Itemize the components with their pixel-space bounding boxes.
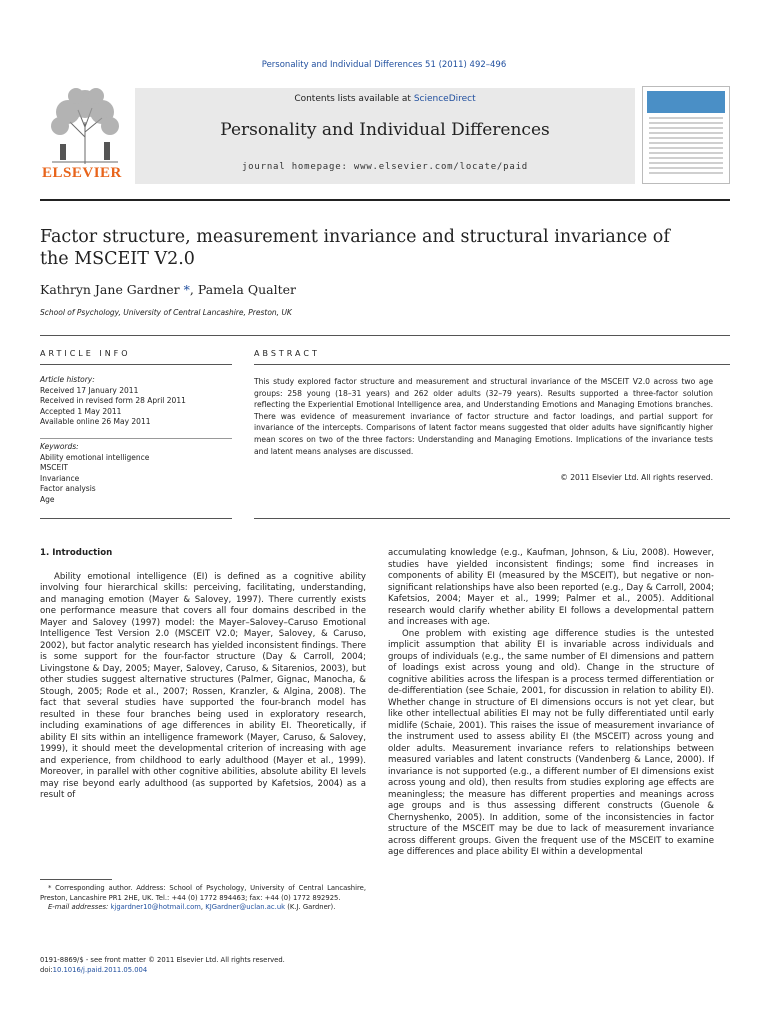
contents-line: Contents lists available at ScienceDirect <box>294 94 476 104</box>
keywords-list: Keywords: Ability emotional intelligence MSCEIT Invariance Factor analysis Age <box>40 442 230 505</box>
elsevier-logo[interactable] <box>40 82 130 186</box>
journal-banner <box>135 88 635 184</box>
tree-icon <box>40 82 130 166</box>
article-info-heading: ARTICLE INFO <box>40 349 131 358</box>
author-name: Kathryn Jane Gardner <box>40 282 180 297</box>
copyright: © 2011 Elsevier Ltd. All rights reserved. <box>560 473 713 482</box>
keyword: Invariance <box>40 473 80 483</box>
journal-reference[interactable]: Personality and Individual Differences 51 (2011) 492–496 <box>261 60 507 70</box>
footnote-rule <box>40 879 112 880</box>
journal-masthead <box>40 82 730 188</box>
keywords-rule <box>40 438 232 439</box>
masthead-rule <box>40 199 730 201</box>
title-rule <box>40 335 730 336</box>
issn-line: 0191-8869/$ - see front matter © 2011 Elsevier Ltd. All rights reserved. <box>40 956 285 964</box>
elsevier-wordmark: ELSEVIER <box>42 165 122 181</box>
body-right-column <box>388 548 714 859</box>
paragraph: accumulating knowledge (e.g., Kaufman, Johnson, & Liu, 2008). However, studies have yielded inconsistent findings; some find increases in components of ability EI (measured by the MSCEIT), but negative or non-significant relationships have also been reported (e.g., Day & Carroll, 2004; Kafetsios, 2004; Mayer et al., 1999; Palmer et al., 2005). Additional research would clarify whether ability EI follows a developmental pattern and increases with age. <box>388 548 714 627</box>
abstract-bottom-rule <box>254 518 730 519</box>
abstract-text: This study explored factor structure and measurement and structural invariance of the MSCEIT V2.0 across two age groups: 258 young (18–31 years) and 262 older adults (32–79 years). Results supported a three-factor solution reflecting the Experiential Emotional Intelligence area, and Understanding Emotions and Managing Emotions branches. There was evidence of measurement invariance of factor structure and factor loadings, and partial support for invariance of the intercepts. Comparisons of latent factor means suggested that older adults have significantly higher mean scores on two of the three factors: Understanding and Managing Emotions. Implications of the invariance tests and latent means analyses are discussed. <box>254 377 713 456</box>
journal-cover-thumbnail[interactable] <box>642 86 730 184</box>
journal-title: Personality and Individual Differences <box>220 120 550 140</box>
info-rule <box>40 364 232 365</box>
abstract-rule <box>254 364 730 365</box>
paragraph: Ability emotional intelligence (EI) is defined as a cognitive ability involving four hierarchical skills: perceiving, facilitating, understanding, and managing emotion (Mayer & Salovey, 1997). There currently exists one performance measure that covers all four domains described in the Mayer and Salovey (1997) model: the Mayer–Salovey–Caruso Emotional Intelligence Test Version 2.0 (MSCEIT V2.0; Mayer, Salovey, & Caruso, 2002), but factor analytic research has yielded inconsistent findings. There is some support for the four-factor structure (Day & Carroll, 2004; Livingstone & Day, 2005; Mayer, Salovey, Caruso, & Sitarenios, 2003), but other studies suggest alternative structures (Palmer, Gignac, Manocha, & Stough, 2005; Rode et al., 2007; Rossen, Kranzler, & Algina, 2008). The fact that several studies have supported the four-branch model has resulted in these four branches being used in exploratory research, including examinations of age differences in ability EI. Theoretically, if ability EI sits within an intelligence framework (Mayer, Caruso, & Salovey, 1999), it should meet the developmental criterion of increasing with age and experience, from childhood to early adulthood (Mayer et al., 1999). Moreover, in parallel with other cognitive abilities, absolute ability EI levels may rise beyond early adulthood (as supported by Kafetsios, 2004) as a result of <box>40 571 366 800</box>
paragraph: One problem with existing age difference studies is the untested implicit assumption that ability EI is invariable across individuals and groups of individuals (e.g., the same number of EI dimensions and pattern of loadings exist across young and old). Change in the structure of cognitive abilities across the lifespan is a process termed differentiation or de-differentiation (see Schaie, 2001, for discussion in relation to ability EI). Whether change in structure of EI dimensions occurs is not yet clear, but like other intellectual abilities EI may not be fully differentiated until early midlife (Schaie, 2001). This raises the issue of measurement invariance of the instrument used to assess ability EI (the MSCEIT) across young and older adults. Measurement invariance refers to relationships between measured variables and latent constructs (Vandenberg & Lance, 2000). If invariance is not supported (e.g., a different number of EI dimensions exist across young and old), then results from studies exploring age effects are meaningless; the measure has different properties and meanings across age groups and is thus assessing different constructs (Guenole & Chernyshenko, 2005). In addition, some of the inconsistencies in factor structure of the MSCEIT may be due to lack of measurement invariance across different groups. Given the frequent use of the MSCEIT to examine age differences and place ability EI within a developmental <box>388 628 714 857</box>
body-left-column <box>40 548 366 802</box>
section-heading: 1. Introduction <box>40 548 113 558</box>
info-bottom-rule <box>40 518 232 519</box>
email-link[interactable]: KJGardner@uclan.ac.uk <box>205 903 286 911</box>
keyword: MSCEIT <box>40 463 69 472</box>
author-name: Pamela Qualter <box>197 282 296 297</box>
doi-link[interactable]: 10.1016/j.paid.2011.05.004 <box>52 966 148 974</box>
keyword: Factor analysis <box>40 484 96 493</box>
issn-doi: 0191-8869/$ - see front matter © 2011 Elsevier Ltd. All rights reserved. doi:10.1016/j.paid.2011.05.004 <box>40 956 285 974</box>
email-link[interactable]: kjgardner10@hotmail.com <box>110 903 201 911</box>
author-list: Kathryn Jane Gardner *, Pamela Qualter <box>40 282 296 297</box>
corresponding-footnote: * Corresponding author. Address: School of Psychology, University of Central Lancashire, Preston, Lancashire PR1 2HE, UK. Tel.: +44 (0) 1772 894463; fax: +44 (0) 1772 892925. E-mail addresses: kjgardner10@hotmail.com, KJGardner@uclan.ac.uk (K.J. Gardner). <box>40 884 366 911</box>
corresponding-author-mark[interactable]: * <box>179 282 190 297</box>
keyword: Age <box>40 494 55 504</box>
affiliation: School of Psychology, University of Central Lancashire, Preston, UK <box>40 308 292 317</box>
article-title: Factor structure, measurement invariance and structural invariance of the MSCEIT V2.0 <box>40 227 670 269</box>
article-history: Article history: Received 17 January 2011 Received in revised form 28 April 2011 Accepted 1 May 2011 Available online 26 May 2011 <box>40 375 186 426</box>
journal-homepage[interactable]: journal homepage: www.elsevier.com/locate/paid <box>241 162 529 172</box>
sciencedirect-link[interactable]: ScienceDirect <box>413 94 476 104</box>
abstract-heading: ABSTRACT <box>254 349 320 358</box>
keyword: Ability emotional intelligence <box>40 452 150 462</box>
